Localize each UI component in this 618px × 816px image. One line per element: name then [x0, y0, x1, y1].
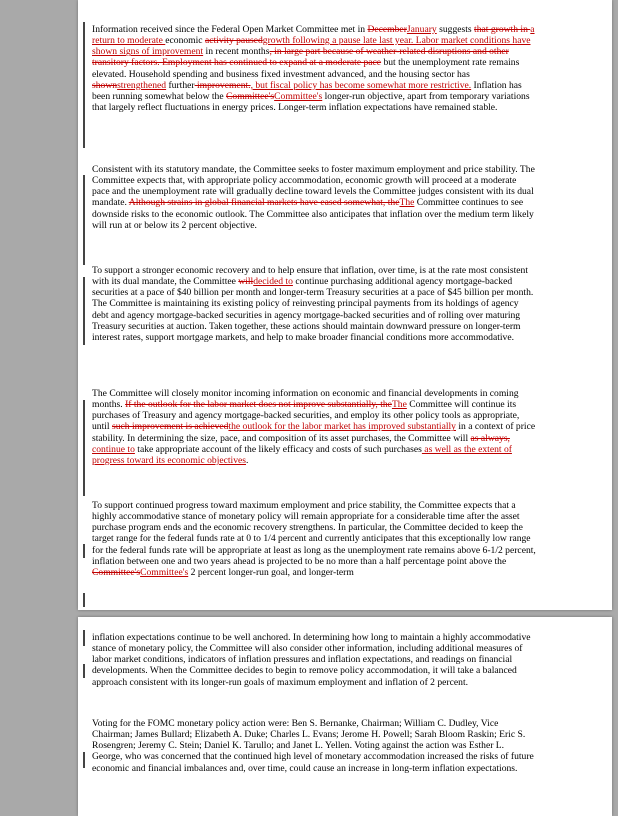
- body-text: further: [166, 79, 195, 91]
- change-bar: [83, 544, 85, 558]
- deleted-text: If the outlook for the labor market does not improve substantially, the: [125, 399, 392, 411]
- deleted-text: Committee's: [226, 90, 275, 102]
- change-bar: [83, 593, 85, 607]
- document-page-2: [78, 617, 612, 816]
- deleted-text: such improvement is achieved: [112, 421, 229, 433]
- change-bar: [83, 22, 85, 148]
- inserted-text: the outlook for the labor market has improved substantially: [228, 421, 456, 433]
- body-text: take appropriate account of the likely efficacy and costs of such purchases: [134, 443, 422, 455]
- change-bar: [83, 400, 85, 496]
- document-page-1: [78, 0, 612, 610]
- paragraph-policy-stance: [92, 500, 536, 578]
- paragraph-voting-record: [92, 718, 536, 774]
- deleted-text: will: [238, 276, 254, 288]
- body-text: To support continued progress toward maximum employment and price stability, the Committee expects that a highly accommodative stance of monetary policy will remain appropriate for a considerable time after the asset purchase program ends and the economic recovery strengthens. In particular, the Committee decided to keep the target range for the federal funds rate at 0 to 1/4 percent and currently anticipates that this exceptionally low range for the federal funds rate will be appropriate at least as long as the unemployment rate remains above 6-1/2 percent, inflation between one and two years ahead is projected to be no more than a half percentage point above the: [92, 500, 536, 567]
- inserted-text: Committee's: [274, 90, 323, 102]
- change-bar: [83, 277, 85, 345]
- change-bar: [83, 630, 85, 646]
- deleted-text: that growth in: [474, 24, 531, 35]
- body-text: .: [246, 454, 249, 466]
- inserted-text: as well as the extent of progress toward its economic objectives: [92, 443, 512, 466]
- body-text: Consistent with its statutory mandate, the Committee seeks to foster maximum employment and price stability. The Committee expects that, with appropriate policy accommodation, economic growth will proceed at a moderate pace and the unemployment rate will gradually decline toward levels the Committee judges consistent with its dual mandate.: [92, 164, 535, 209]
- inserted-text: January: [406, 24, 437, 35]
- paragraph-monitoring: [92, 388, 536, 466]
- body-text: in a context of price stability. In determining the size, pace, and composition of its asset purchases, the Committee will: [92, 421, 536, 444]
- body-text: To support a stronger economic recovery and to help ensure that inflation, over time, is at the rate most consistent with its dual mandate, the Committee: [92, 265, 528, 288]
- body-text: in recent months: [203, 46, 270, 58]
- body-text: continue purchasing additional agency mortgage-backed securities at a pace of $40 billion per month and longer-term Treasury securities at a pace of $45 billion per month. The Committee is maintaining its existing policy of reinvesting principal payments from its holdings of agency debt and agency mortgage-backed securities in agency mortgage-backed securities and of rolling over maturing Treasury securities at auction. Taken together, these actions should maintain downward pressure on longer-term interest rates, support mortgage markets, and help to make broader financial conditions more accommodative.: [92, 276, 534, 343]
- deleted-text: as always,: [470, 432, 510, 444]
- body-text: Committee will continue its purchases of Treasury and agency mortgage-backed securities, and employ its other policy tools as appropriate, until: [92, 399, 520, 433]
- inserted-text: decided to: [253, 276, 293, 288]
- change-bar: [83, 175, 85, 265]
- body-text: Household spending and business fixed investment advanced, and the housing sector has: [126, 68, 470, 80]
- deleted-text: shown: [92, 79, 118, 91]
- deleted-text: Although strains in global financial markets have eased somewhat, the: [128, 197, 400, 209]
- paragraph-statutory-mandate: [92, 164, 536, 231]
- paragraph-asset-purchases: [92, 265, 536, 343]
- body-text: Information received since the Federal Open Market Committee met in: [92, 24, 368, 35]
- body-text: 2 percent longer-run goal, and longer-term: [188, 566, 354, 578]
- inserted-text: a return to moderate: [92, 24, 535, 47]
- body-text: The Committee will closely monitor incoming information on economic and financial developments in coming months.: [92, 388, 519, 411]
- deleted-text: Committee's: [92, 566, 141, 578]
- body-text: inflation expectations continue to be well anchored. In determining how long to maintain a highly accommodative stance of monetary policy, the Committee will also consider other information, including additional measures of labor market conditions, indicators of inflation pressures and inflation expectations, and readings on financial developments. When the Committee decides to begin to remove policy accommodation, it will take a balanced approach consistent with its longer-run goals of maximum employment and inflation of 2 percent.: [92, 632, 531, 688]
- paragraph-removal-of-accommodation: [92, 632, 536, 688]
- deleted-text: activity paused: [204, 35, 263, 47]
- body-text: suggests: [436, 24, 475, 35]
- body-text: Inflation has been running somewhat below the: [92, 79, 522, 102]
- change-bar: [83, 664, 85, 678]
- inserted-text: Committee's: [140, 566, 189, 578]
- inserted-text: growth following a pause late last year. Labor market conditions have shown signs of improvement: [92, 35, 531, 58]
- deleted-text: , in large part because of weather-related disruptions and other transitory factors. Employment has continued to expand at a moderate pace: [92, 46, 509, 69]
- body-text: Voting for the FOMC monetary policy action were: Ben S. Bernanke, Chairman; William C. Dudley, Vice Chairman; James Bullard; Elizabeth A. Duke; Charles L. Evans; Jerome H. Powell; Sarah Bloom Raskin; Eric S. Rosengren; Jeremy C. Stein; Daniel K. Tarullo; and Janet L. Yellen. Voting against the action was Esther L. George, who was concerned that the continued high level of monetary accommodation increased the risks of future economic and financial imbalances and, over time, could cause an increase in long-term inflation expectations.: [92, 718, 534, 774]
- inserted-text: strengthened: [117, 79, 167, 91]
- deleted-text: improvement.: [194, 79, 251, 91]
- paragraph-recent-conditions: [92, 24, 536, 113]
- inserted-text: The: [391, 399, 407, 411]
- inserted-text: , but fiscal policy has become somewhat more restrictive.: [250, 79, 472, 91]
- change-bar: [83, 752, 85, 768]
- body-text: but the unemployment rate remains elevated.: [92, 57, 520, 80]
- body-text: economic: [165, 35, 205, 47]
- body-text: longer-run objective, apart from temporary variations that largely reflect fluctuations in energy prices. Longer-term inflation expectations have remained stable.: [92, 90, 530, 114]
- inserted-text: continue to: [92, 443, 135, 455]
- inserted-text: The: [399, 197, 415, 209]
- deleted-text: December: [367, 24, 407, 35]
- body-text: Committee continues to see downside risks to the economic outlook. The Committee also anticipates that inflation over the medium term likely will run at or below its 2 percent objective.: [92, 197, 534, 231]
